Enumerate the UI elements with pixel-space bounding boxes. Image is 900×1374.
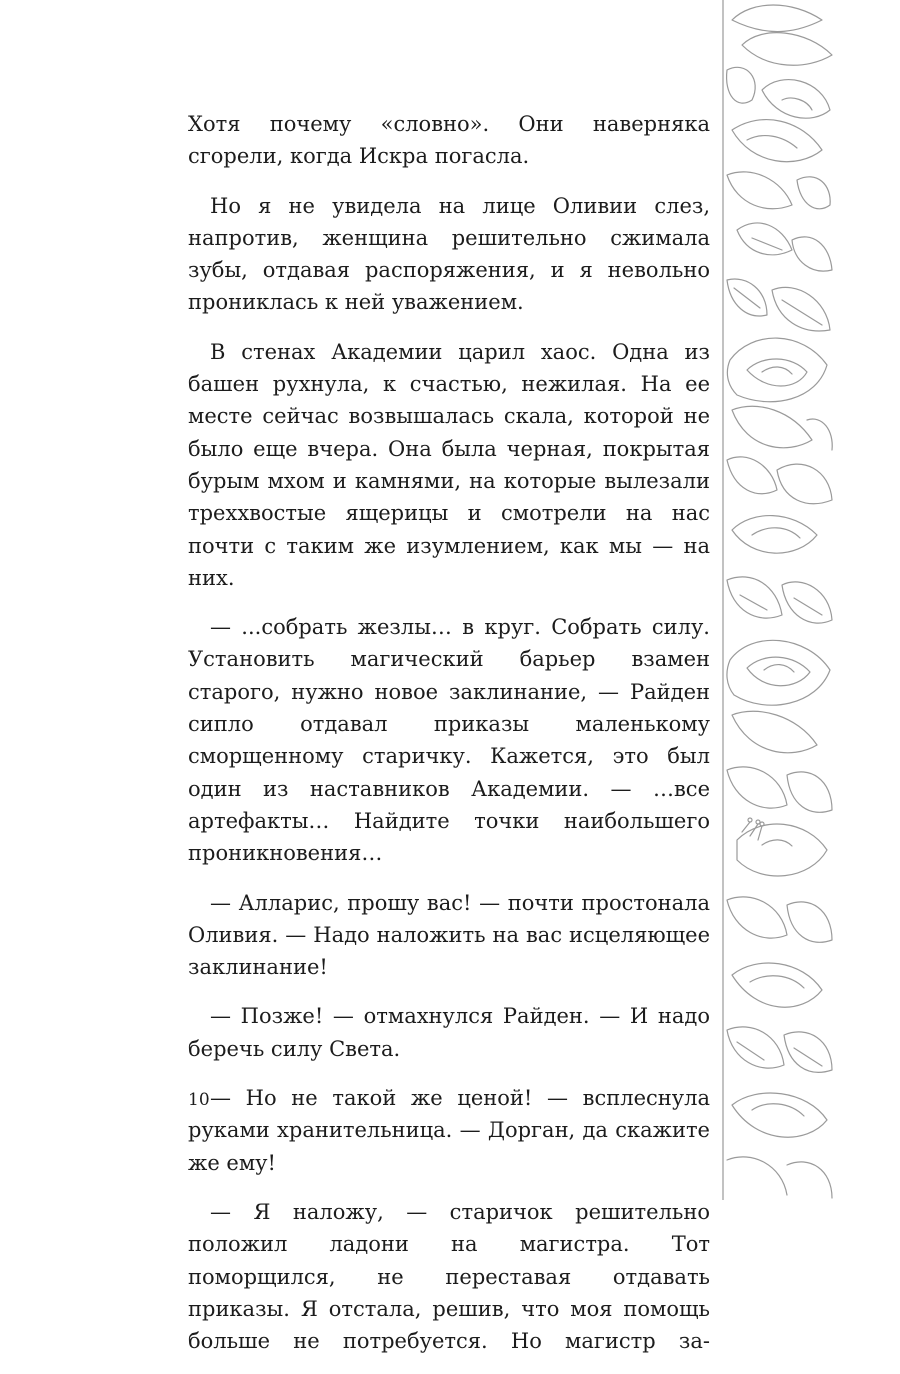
paragraph-1: Хотя почему «словно». Они наверняка сгорели, когда Искра погасла. <box>188 112 710 169</box>
paragraph-8: — Я наложу, — старичок решительно положил ладони на магистра. Тот поморщился, не переставая отдавать приказы. Я отстала, решив, что моя помощь больше не потребуется. Но магистр за- <box>188 1199 710 1354</box>
body-text <box>188 108 710 1374</box>
paragraph-2: Но я не увидела на лице Оливии слез, напротив, женщина решительно сжимала зубы, отдавая распоряжения, и я невольно прониклась к ней уважением. <box>188 193 710 315</box>
paragraph-5: — Алларис, прошу вас! — почти простонала Оливия. — Надо наложить на вас исцеляющее заклинание! <box>188 890 710 980</box>
floral-peony-border-icon <box>722 0 834 1200</box>
paragraph-7: — Но не такой же ценой! — всплеснула руками хранительница. — Дорган, да скажите же ему! <box>188 1086 710 1175</box>
page-number: 10 <box>188 1090 210 1110</box>
paragraph-4: — ...собрать жезлы… в круг. Собрать силу. Установить магический барьер взамен старого, нужно новое заклинание, — Райден сипло отдавал приказы маленькому сморщенному старичку. Кажется, это был один из наставников Академии. — …все артефакты… Найдите точки наибольшего проникновения… <box>188 615 710 866</box>
paragraph-6: — Позже! — отмахнулся Райден. — И надо беречь силу Света. <box>188 1004 710 1061</box>
paragraph-3: В стенах Академии царил хаос. Одна из башен рухнула, к счастью, нежилая. На ее месте сейчас возвышалась скала, которой не было еще вчера. Она была черная, покрытая бурым мхом и камнями, на которые вылезали треххвостые ящерицы и смотрели на нас почти с таким же изумлением, как мы — на них. <box>188 339 710 590</box>
